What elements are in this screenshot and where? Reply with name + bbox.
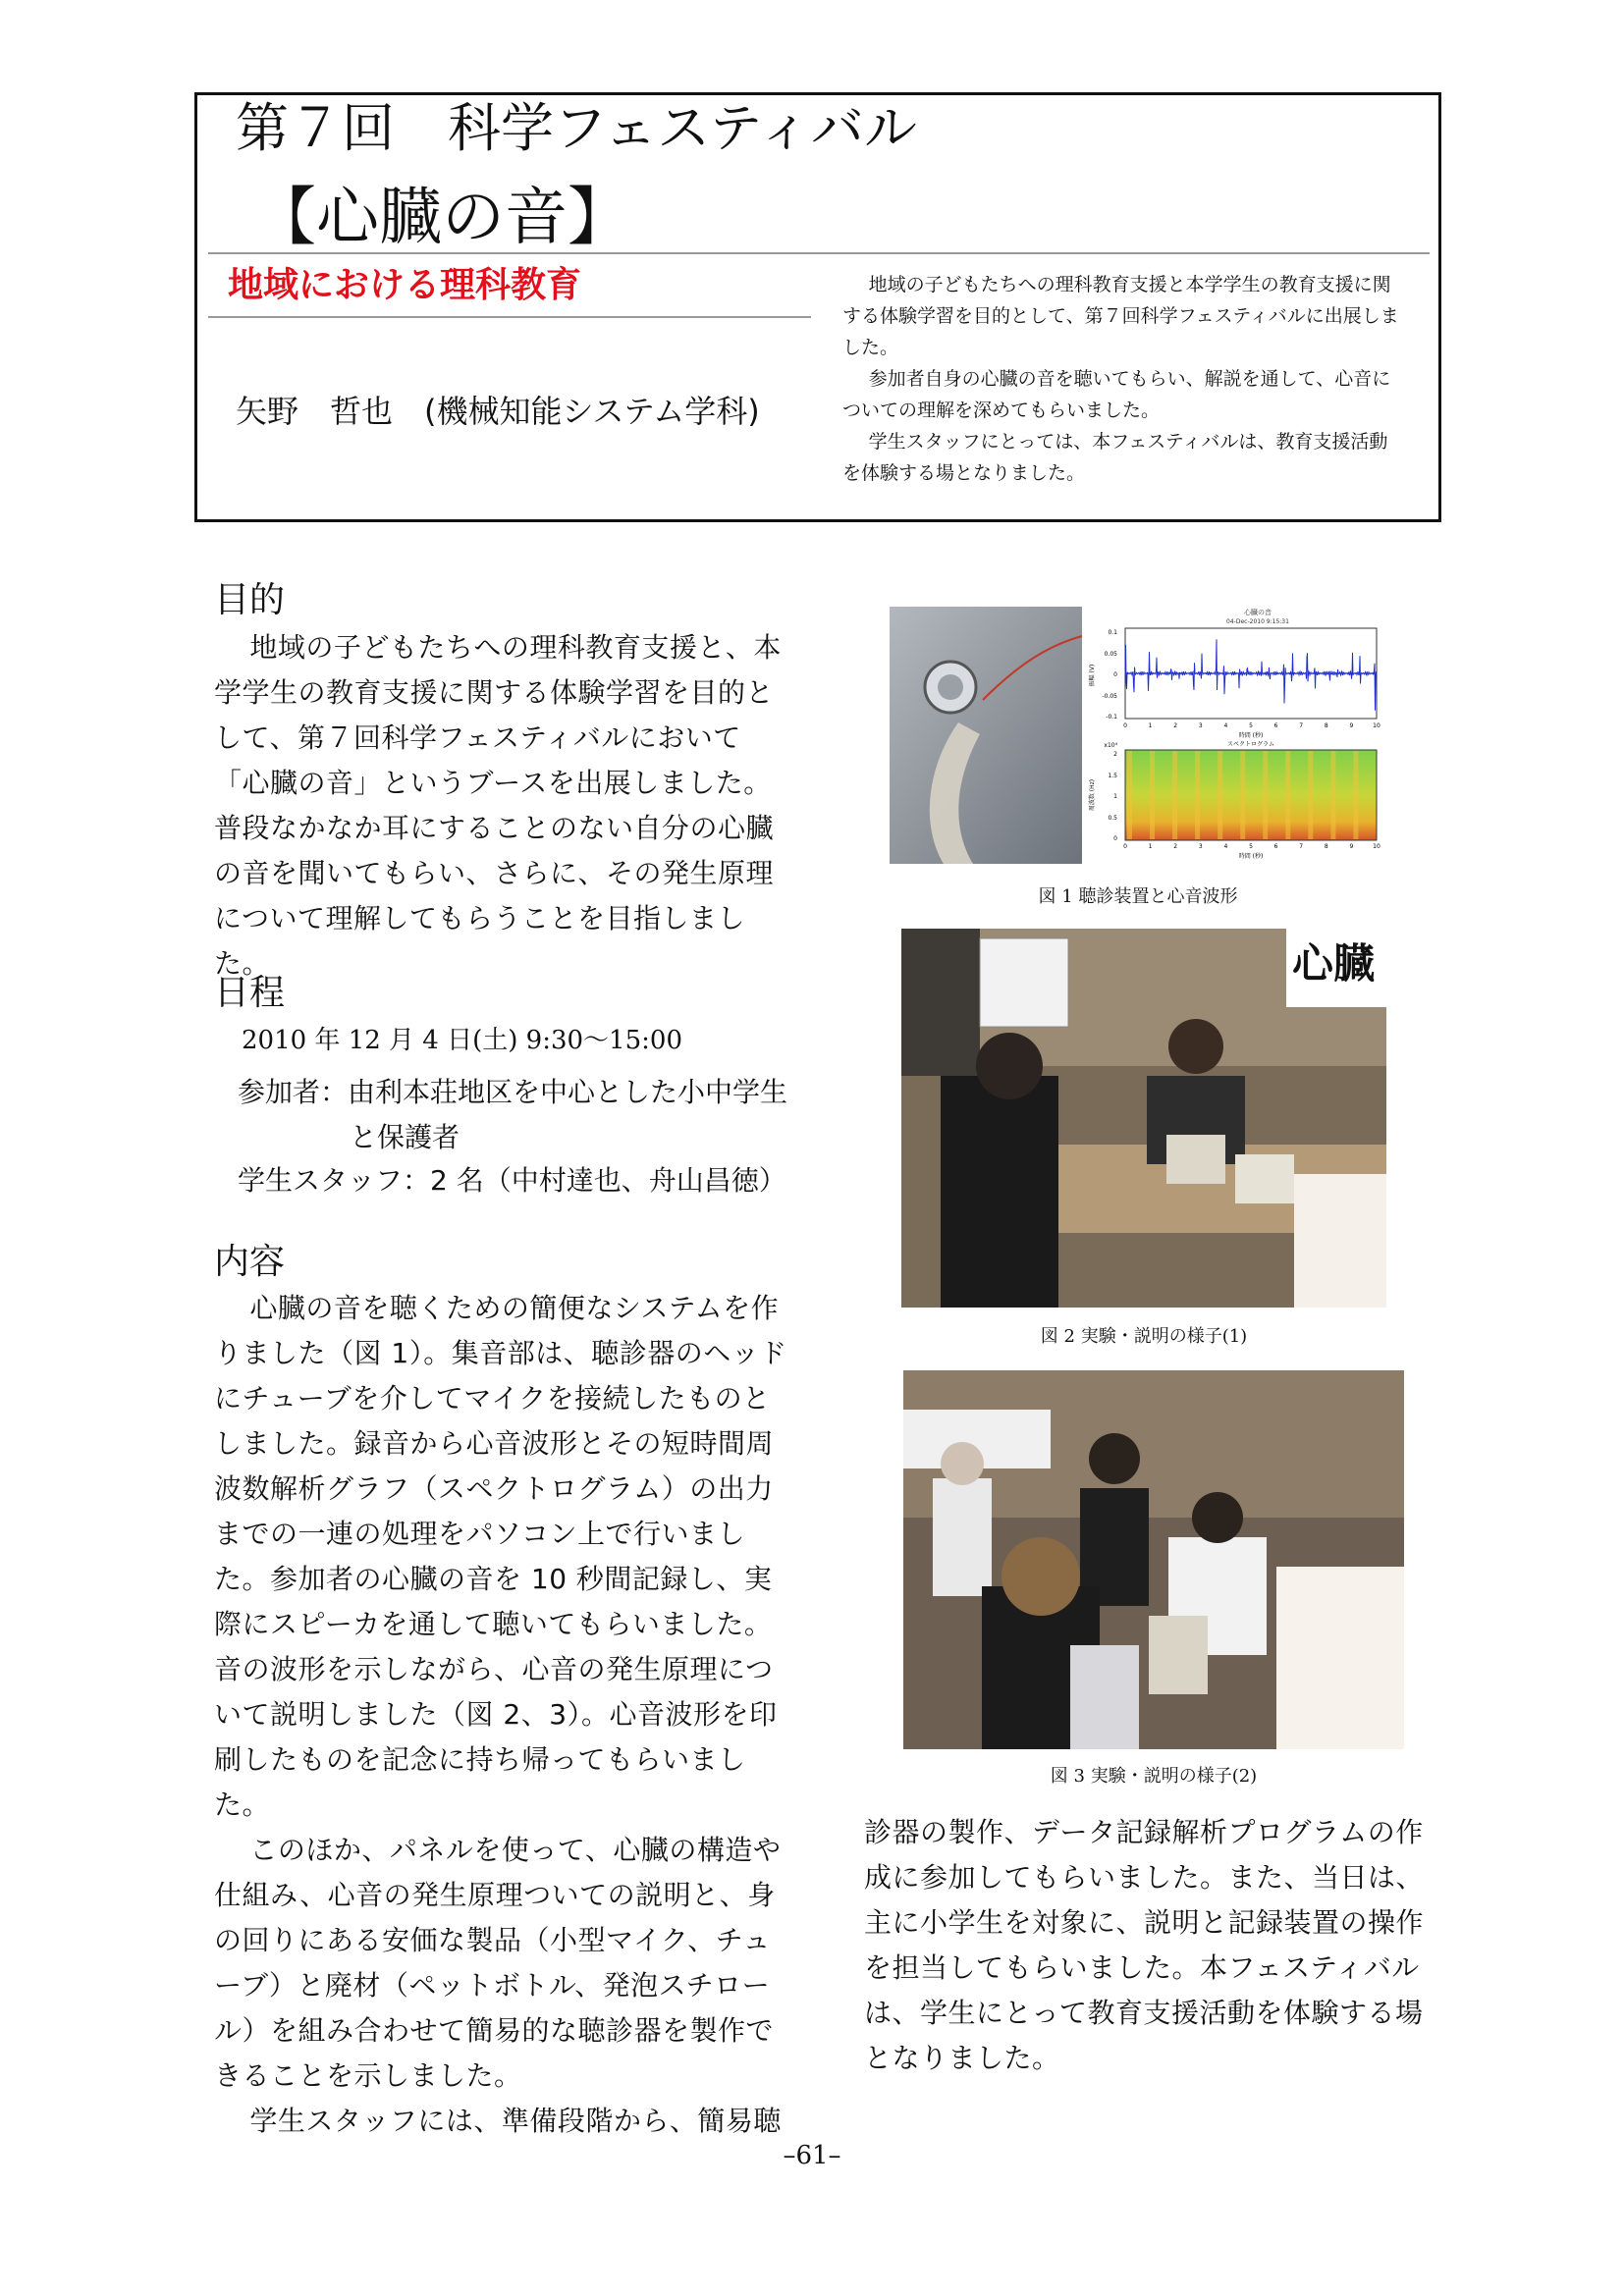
figure-3-caption: 図 3 実験・説明の様子(2) — [1050, 1766, 1258, 1787]
spectrogram-axes — [1125, 750, 1377, 840]
stethoscope-diaphragm — [938, 674, 963, 700]
summary-paragraph: 参加者自身の心臓の音を聴いてもらい、解説を通して、心音についての理解を深めてもらいました。 — [842, 368, 1391, 421]
photo-device — [1235, 1154, 1294, 1203]
y-tick: 2 — [1113, 751, 1117, 758]
figure-3 — [903, 1370, 1404, 1749]
spectrogram-stripe — [1150, 751, 1155, 839]
summary-paragraph: 地域の子どもたちへの理科教育支援と本学学生の教育支援に関する体験学習を目的として、第７回科学フェスティバルに出展しました。 — [842, 274, 1399, 358]
waveform-y-label: 振幅 (V) — [1089, 664, 1096, 687]
y-tick: 1 — [1113, 793, 1117, 800]
content-continuation-paragraph: 診器の製作、データ記録解析プログラムの作成に参加してもらいました。また、当日は、主に小学生を対象に、説明と記録装置の操作を担当してもらいました。本フェスティバルは、学生にとって教育支援活動を体験する場となりました。 — [864, 1816, 1425, 2074]
x-tick: 9 — [1349, 722, 1354, 729]
x-tick: 4 — [1223, 722, 1228, 729]
x-tick: 2 — [1173, 843, 1178, 850]
x-tick: 5 — [1249, 722, 1253, 729]
spectrogram-stripe — [1330, 751, 1335, 839]
spectrogram-stripe — [1127, 751, 1132, 839]
x-tick: 5 — [1249, 843, 1253, 850]
y-tick: 0 — [1113, 671, 1117, 678]
page-number: –61– — [783, 2141, 841, 2170]
photo-speaker — [1149, 1616, 1208, 1694]
photo-panel — [1294, 1174, 1386, 1308]
figure-2 — [901, 929, 1386, 1308]
photo-person-right-head — [1168, 1019, 1223, 1074]
content-paragraph: 学生スタッフには、準備段階から、簡易聴 — [249, 2105, 782, 2137]
spectrogram-stripe — [1263, 751, 1268, 839]
photo-sign — [980, 938, 1068, 1027]
spectrogram-stripe — [1195, 751, 1200, 839]
y-tick: 0 — [1113, 835, 1117, 842]
author: 矢野 哲也 (機械知能システム学科) — [236, 393, 760, 430]
purpose-text — [214, 625, 793, 987]
x-tick: 2 — [1173, 722, 1178, 729]
spectrogram-title: スペクトログラム — [1227, 741, 1274, 748]
x-tick: 4 — [1223, 843, 1228, 850]
photo-person-left-head — [976, 1033, 1043, 1099]
purpose-paragraph: 地域の子どもたちへの理科教育支援と、本学学生の教育支援に関する体験学習を目的として、第７回科学フェスティバルにおいて「心臓の音」というブースを出展しました。普段なかなか耳にすることのない自分の心臓の音を聞いてもらい、さらに、その発生原理について理解してもらうことを目指しました。 — [214, 631, 782, 980]
photo-person-coat — [933, 1478, 992, 1596]
spectrogram-x-label: 時間 (秒) — [1238, 853, 1264, 860]
y-tick: 0.05 — [1104, 651, 1117, 658]
series-title: 第７回 科学フェスティバル — [236, 97, 917, 159]
figure-1-graphic — [890, 607, 1386, 864]
figure-3-photo — [903, 1370, 1404, 1749]
section-heading-schedule: 日程 — [214, 973, 286, 1013]
y-tick: 0.1 — [1108, 629, 1117, 636]
content-text — [214, 1286, 793, 2144]
section-heading-purpose: 目的 — [214, 580, 286, 620]
x-tick: 9 — [1349, 843, 1354, 850]
x-tick: 1 — [1148, 722, 1153, 729]
header-divider — [208, 252, 1430, 254]
photo-person-standing-head — [1089, 1433, 1140, 1484]
x-tick: 6 — [1273, 722, 1278, 729]
section-heading-content: 内容 — [214, 1242, 286, 1282]
photo-panel — [1276, 1567, 1404, 1749]
y-tick: 1.5 — [1108, 773, 1117, 779]
spectrogram-stripe — [1308, 751, 1313, 839]
figure-2-caption: 図 2 実験・説明の様子(1) — [1040, 1326, 1248, 1347]
x-tick: 3 — [1198, 722, 1203, 729]
y-tick: 0.5 — [1108, 815, 1117, 822]
x-tick: 10 — [1373, 722, 1380, 729]
spectrogram-y-label: 周波数 (Hz) — [1089, 778, 1096, 812]
summary — [842, 269, 1402, 489]
schedule-staff: 学生スタッフ：2 名（中村達也、舟山昌徳） — [238, 1164, 786, 1197]
photo-banner-text: 心臓 — [1291, 939, 1376, 988]
schedule-participants-cont: と保護者 — [350, 1121, 460, 1153]
schedule-date: 2010 年 12 月 4 日(土) 9:30～15:00 — [242, 1026, 682, 1055]
summary-paragraph: 学生スタッフにとっては、本フェスティバルは、教育支援活動を体験する場となりました。 — [842, 431, 1388, 484]
y-tick: -0.1 — [1106, 714, 1117, 721]
subtitle-divider — [208, 316, 811, 318]
photo-person-head — [941, 1442, 984, 1485]
schedule-participants: 参加者：由利本荘地区を中心とした小中学生 — [238, 1076, 788, 1108]
x-tick: 10 — [1373, 843, 1380, 850]
spectrogram-stripe — [1172, 751, 1177, 839]
photo-curtain — [901, 929, 980, 1076]
x-tick: 7 — [1299, 843, 1304, 850]
x-tick: 8 — [1324, 843, 1328, 850]
content-paragraph: 心臓の音を聴くための簡便なシステムを作りました（図 1）。集音部は、聴診器のヘッドにチューブを介してマイクを接続したものとしました。録音から心音波形とその短時間周波数解析グラフ（スペクトログラム）の出力までの一連の処理をパソコン上で行いました。参加者の心臓の音を 10 秒間記録し、実際にスピーカを通して聴いてもらいました。音の波形を示しながら、心音の発生原理について説明しました（図 2、3）。心音波形を印刷したものを記念に持ち帰ってもらいました。 — [214, 1292, 787, 1821]
content-paragraph: このほか、パネルを使って、心臓の構造や仕組み、心音の発生原理ついての説明と、身の回りにある安価な製品（小型マイク、チューブ）と廃材（ペットボトル、発泡スチロール）を組み合わせて簡易的な聴診器を製作できることを示しました。 — [214, 1834, 782, 2092]
photo-person-labcoat-head — [1192, 1492, 1243, 1543]
content-continuation — [864, 1810, 1434, 2081]
plot-title: 心臓の音 — [1244, 609, 1272, 616]
figure-2-photo — [901, 929, 1386, 1308]
spectrogram-exponent: x10⁴ — [1104, 742, 1117, 749]
x-tick: 3 — [1198, 843, 1203, 850]
x-tick: 0 — [1123, 722, 1127, 729]
figure-1 — [890, 607, 1386, 864]
photo-visitor-head — [1001, 1537, 1080, 1616]
figure-1-caption: 図 1 聴診装置と心音波形 — [1038, 886, 1238, 907]
stethoscope-photo-shade — [890, 607, 1082, 864]
x-tick: 8 — [1324, 722, 1328, 729]
subtitle: 地域における理科教育 — [228, 265, 582, 305]
photo-visitor-child — [1070, 1645, 1139, 1749]
photo-speaker — [1166, 1135, 1225, 1184]
main-title: 【心臓の音】 — [253, 182, 630, 254]
x-tick: 0 — [1123, 843, 1127, 850]
x-tick: 1 — [1148, 843, 1153, 850]
spectrogram-stripe — [1218, 751, 1222, 839]
spectrogram-stripe — [1353, 751, 1358, 839]
x-tick: 7 — [1299, 722, 1304, 729]
y-tick: -0.05 — [1102, 693, 1117, 700]
x-tick: 6 — [1273, 843, 1278, 850]
spectrogram-stripe — [1240, 751, 1245, 839]
spectrogram-stripe — [1285, 751, 1290, 839]
plot-subtitle: 04-Dec-2010 9:15:31 — [1226, 618, 1289, 625]
waveform-x-label: 時間 (秒) — [1238, 732, 1264, 739]
photo-person-left — [941, 1076, 1058, 1308]
